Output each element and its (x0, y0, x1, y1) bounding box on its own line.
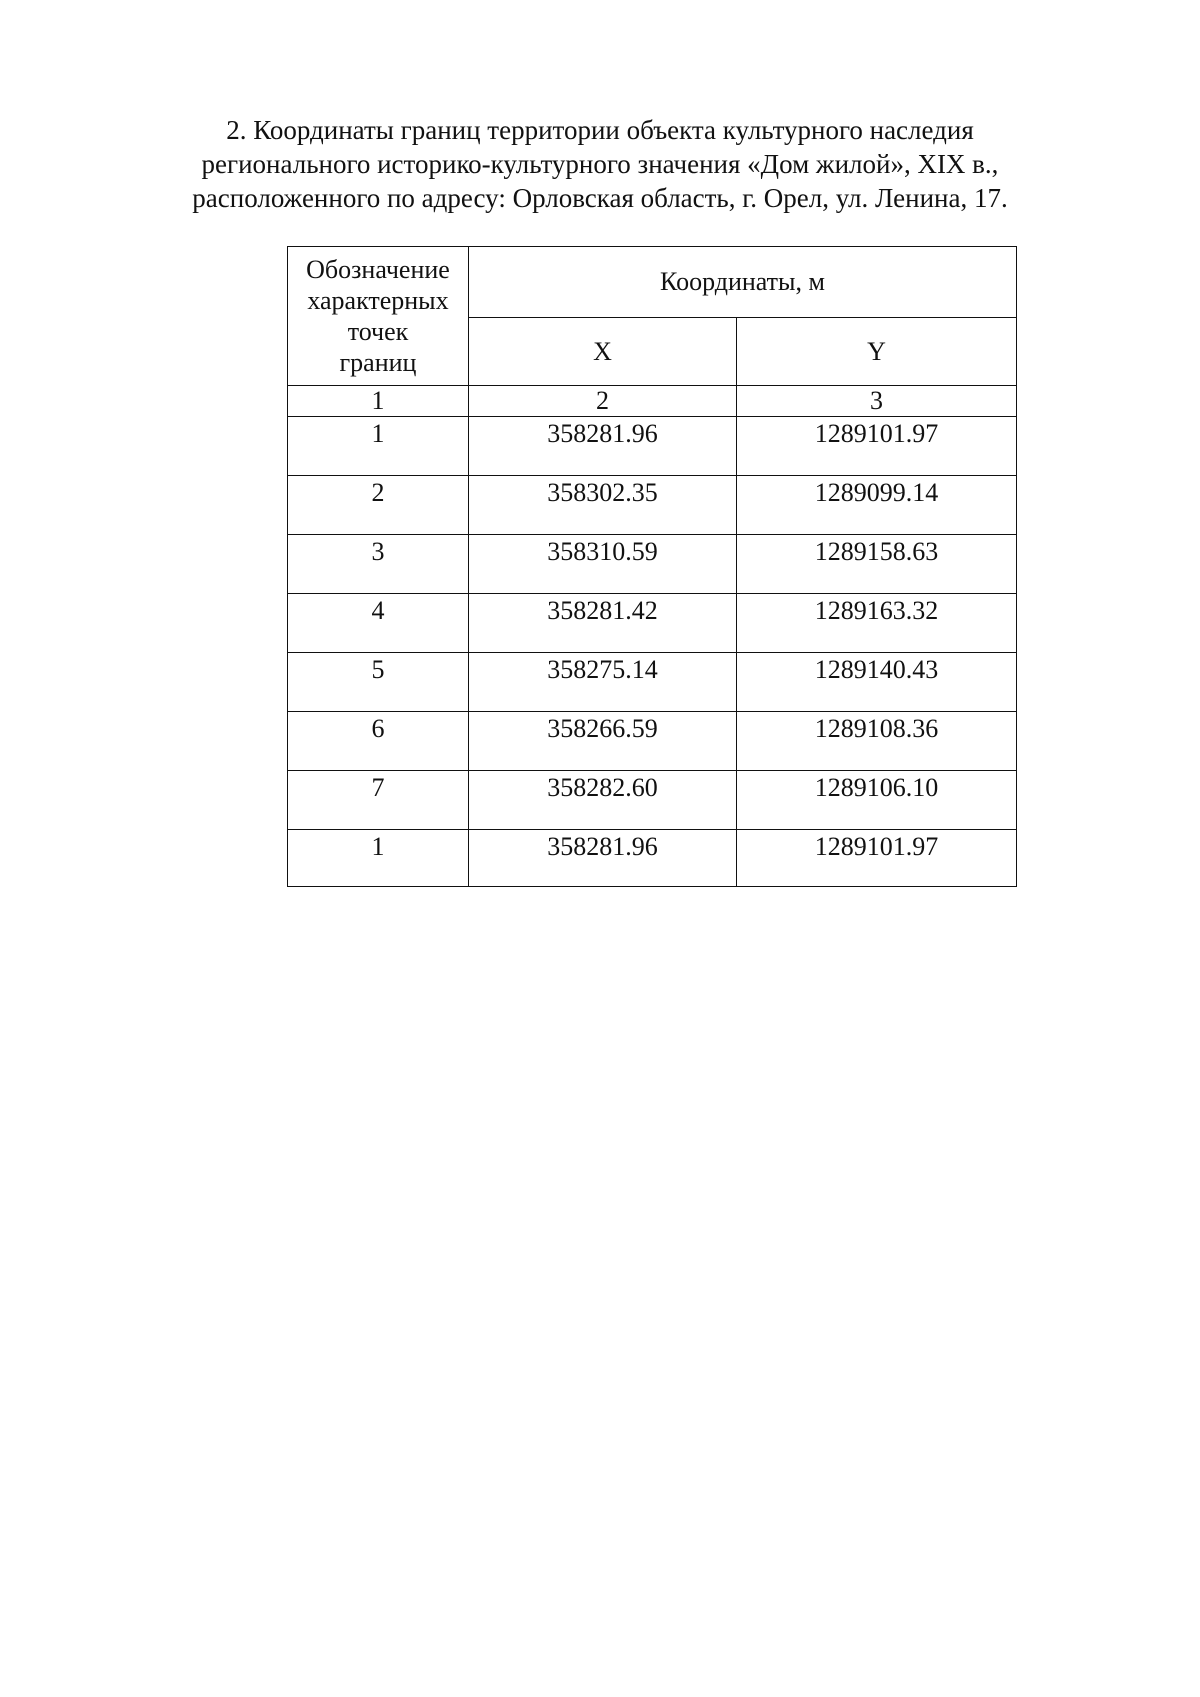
x-cell: 358266.59 (469, 712, 737, 771)
column-number: 1 (288, 386, 469, 417)
table-row (288, 712, 1017, 771)
header-coordinates: Координаты, м (469, 247, 1017, 318)
header-point-designation (288, 247, 469, 386)
column-number-row (288, 386, 1017, 417)
point-cell: 3 (288, 535, 469, 594)
y-cell: 1289101.97 (737, 417, 1017, 476)
table-row (288, 417, 1017, 476)
y-cell: 1289108.36 (737, 712, 1017, 771)
table-row (288, 653, 1017, 712)
header-point-line: Обозначение (306, 255, 450, 284)
y-cell: 1289158.63 (737, 535, 1017, 594)
heading-line-3: расположенного по адресу: Орловская область, г. Орел, ул. Ленина, 17. (192, 183, 1008, 213)
point-cell: 1 (288, 830, 469, 887)
header-point-line: границ (339, 348, 417, 377)
column-number: 2 (469, 386, 737, 417)
heading-line-1: 2. Координаты границ территории объекта культурного наследия (226, 115, 974, 145)
point-cell: 5 (288, 653, 469, 712)
header-point-line: характерных (307, 286, 449, 315)
table-header-row (288, 247, 1017, 318)
y-cell: 1289101.97 (737, 830, 1017, 887)
point-cell: 4 (288, 594, 469, 653)
point-cell: 7 (288, 771, 469, 830)
header-y: Y (737, 318, 1017, 386)
table-row (288, 594, 1017, 653)
heading-line-2: регионального историко-культурного значения «Дом жилой», XIX в., (201, 149, 999, 179)
y-cell: 1289140.43 (737, 653, 1017, 712)
table-row (288, 476, 1017, 535)
x-cell: 358281.96 (469, 417, 737, 476)
y-cell: 1289106.10 (737, 771, 1017, 830)
point-cell: 2 (288, 476, 469, 535)
x-cell: 358302.35 (469, 476, 737, 535)
x-cell: 358310.59 (469, 535, 737, 594)
document-heading (150, 113, 1050, 215)
table-row (288, 771, 1017, 830)
coordinates-table (287, 246, 1017, 887)
point-cell: 1 (288, 417, 469, 476)
y-cell: 1289163.32 (737, 594, 1017, 653)
point-cell: 6 (288, 712, 469, 771)
table-row (288, 535, 1017, 594)
x-cell: 358281.96 (469, 830, 737, 887)
y-cell: 1289099.14 (737, 476, 1017, 535)
x-cell: 358281.42 (469, 594, 737, 653)
column-number: 3 (737, 386, 1017, 417)
header-point-line: точек (347, 317, 409, 346)
x-cell: 358282.60 (469, 771, 737, 830)
x-cell: 358275.14 (469, 653, 737, 712)
header-x: X (469, 318, 737, 386)
table-row (288, 830, 1017, 887)
